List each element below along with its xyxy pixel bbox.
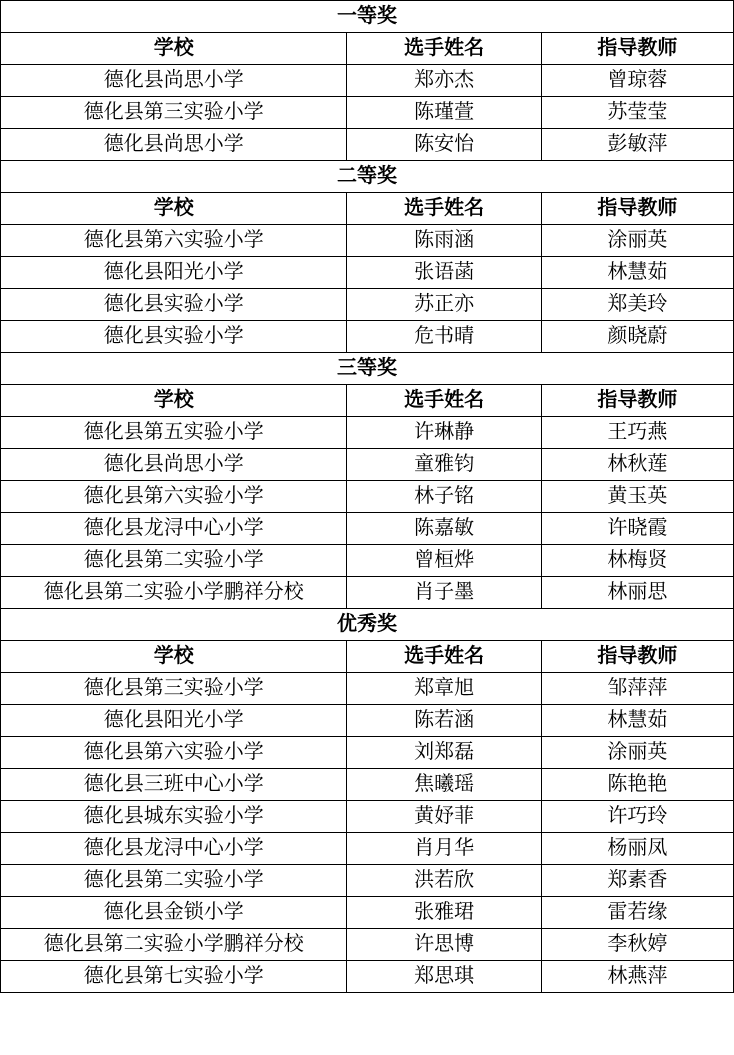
award-section-title: 二等奖 — [1, 161, 734, 193]
cell-teacher-name: 涂丽英 — [541, 225, 733, 257]
cell-school: 德化县第三实验小学 — [1, 673, 347, 705]
column-header: 学校 — [1, 33, 347, 65]
cell-school: 德化县第七实验小学 — [1, 961, 347, 993]
cell-teacher-name: 黄玉英 — [541, 481, 733, 513]
award-section-title-row — [1, 609, 734, 641]
cell-teacher-name: 曾琼蓉 — [541, 65, 733, 97]
table-row — [1, 929, 734, 961]
cell-teacher-name: 王巧燕 — [541, 417, 733, 449]
table-row — [1, 97, 734, 129]
cell-student-name: 危书晴 — [347, 321, 541, 353]
cell-student-name: 许思博 — [347, 929, 541, 961]
cell-student-name: 陈瑾萱 — [347, 97, 541, 129]
column-header: 选手姓名 — [347, 385, 541, 417]
table-row — [1, 481, 734, 513]
cell-teacher-name: 雷若缘 — [541, 897, 733, 929]
cell-student-name: 郑章旭 — [347, 673, 541, 705]
cell-student-name: 焦曦瑶 — [347, 769, 541, 801]
table-row — [1, 577, 734, 609]
cell-teacher-name: 李秋婷 — [541, 929, 733, 961]
table-row — [1, 673, 734, 705]
cell-student-name: 张雅珺 — [347, 897, 541, 929]
table-row — [1, 417, 734, 449]
cell-student-name: 苏正亦 — [347, 289, 541, 321]
cell-school: 德化县第六实验小学 — [1, 481, 347, 513]
table-row — [1, 257, 734, 289]
cell-teacher-name: 杨丽凤 — [541, 833, 733, 865]
table-row — [1, 705, 734, 737]
cell-school: 德化县阳光小学 — [1, 257, 347, 289]
table-row — [1, 289, 734, 321]
cell-student-name: 洪若欣 — [347, 865, 541, 897]
cell-student-name: 张语菡 — [347, 257, 541, 289]
cell-school: 德化县尚思小学 — [1, 129, 347, 161]
cell-student-name: 郑亦杰 — [347, 65, 541, 97]
cell-teacher-name: 苏莹莹 — [541, 97, 733, 129]
table-row — [1, 225, 734, 257]
table-row — [1, 801, 734, 833]
cell-student-name: 陈雨涵 — [347, 225, 541, 257]
table-row — [1, 961, 734, 993]
cell-teacher-name: 涂丽英 — [541, 737, 733, 769]
cell-school: 德化县阳光小学 — [1, 705, 347, 737]
cell-student-name: 许琳静 — [347, 417, 541, 449]
column-header: 选手姓名 — [347, 193, 541, 225]
cell-school: 德化县第五实验小学 — [1, 417, 347, 449]
column-header: 指导教师 — [541, 193, 733, 225]
cell-school: 德化县实验小学 — [1, 321, 347, 353]
cell-student-name: 陈安怡 — [347, 129, 541, 161]
cell-school: 德化县第二实验小学鹏祥分校 — [1, 929, 347, 961]
cell-school: 德化县第二实验小学 — [1, 545, 347, 577]
cell-teacher-name: 颜晓蔚 — [541, 321, 733, 353]
cell-school: 德化县第二实验小学鹏祥分校 — [1, 577, 347, 609]
cell-school: 德化县城东实验小学 — [1, 801, 347, 833]
column-header: 选手姓名 — [347, 33, 541, 65]
cell-school: 德化县金锁小学 — [1, 897, 347, 929]
cell-student-name: 林子铭 — [347, 481, 541, 513]
award-section-title-row — [1, 353, 734, 385]
cell-teacher-name: 陈艳艳 — [541, 769, 733, 801]
cell-school: 德化县第六实验小学 — [1, 737, 347, 769]
award-section-title: 三等奖 — [1, 353, 734, 385]
cell-teacher-name: 郑美玲 — [541, 289, 733, 321]
column-header: 学校 — [1, 193, 347, 225]
table-row — [1, 833, 734, 865]
table-row — [1, 65, 734, 97]
cell-student-name: 郑思琪 — [347, 961, 541, 993]
cell-student-name: 童雅钧 — [347, 449, 541, 481]
table-body — [1, 1, 734, 993]
cell-student-name: 肖月华 — [347, 833, 541, 865]
award-section-title-row — [1, 161, 734, 193]
table-row — [1, 129, 734, 161]
table-header-row — [1, 385, 734, 417]
cell-school: 德化县龙浔中心小学 — [1, 833, 347, 865]
table-row — [1, 321, 734, 353]
cell-teacher-name: 林燕萍 — [541, 961, 733, 993]
cell-school: 德化县尚思小学 — [1, 65, 347, 97]
award-section-title: 优秀奖 — [1, 609, 734, 641]
column-header: 指导教师 — [541, 33, 733, 65]
cell-student-name: 刘郑磊 — [347, 737, 541, 769]
cell-student-name: 黄妤菲 — [347, 801, 541, 833]
award-section-title-row — [1, 1, 734, 33]
cell-school: 德化县实验小学 — [1, 289, 347, 321]
column-header: 选手姓名 — [347, 641, 541, 673]
cell-school: 德化县第六实验小学 — [1, 225, 347, 257]
cell-school: 德化县三班中心小学 — [1, 769, 347, 801]
cell-teacher-name: 林秋莲 — [541, 449, 733, 481]
cell-teacher-name: 林慧茹 — [541, 705, 733, 737]
cell-school: 德化县第二实验小学 — [1, 865, 347, 897]
cell-student-name: 曾桓烨 — [347, 545, 541, 577]
cell-school: 德化县尚思小学 — [1, 449, 347, 481]
table-row — [1, 449, 734, 481]
table-row — [1, 545, 734, 577]
cell-student-name: 肖子墨 — [347, 577, 541, 609]
table-row — [1, 737, 734, 769]
cell-student-name: 陈若涵 — [347, 705, 541, 737]
table-row — [1, 897, 734, 929]
table-row — [1, 865, 734, 897]
column-header: 学校 — [1, 385, 347, 417]
column-header: 指导教师 — [541, 641, 733, 673]
cell-teacher-name: 许晓霞 — [541, 513, 733, 545]
cell-teacher-name: 邹萍萍 — [541, 673, 733, 705]
table-row — [1, 513, 734, 545]
cell-school: 德化县龙浔中心小学 — [1, 513, 347, 545]
table-header-row — [1, 193, 734, 225]
cell-teacher-name: 林梅贤 — [541, 545, 733, 577]
cell-teacher-name: 林丽思 — [541, 577, 733, 609]
cell-student-name: 陈嘉敏 — [347, 513, 541, 545]
cell-teacher-name: 林慧茹 — [541, 257, 733, 289]
award-section-title: 一等奖 — [1, 1, 734, 33]
cell-teacher-name: 郑素香 — [541, 865, 733, 897]
table-header-row — [1, 641, 734, 673]
cell-teacher-name: 彭敏萍 — [541, 129, 733, 161]
table-header-row — [1, 33, 734, 65]
column-header: 指导教师 — [541, 385, 733, 417]
cell-school: 德化县第三实验小学 — [1, 97, 347, 129]
column-header: 学校 — [1, 641, 347, 673]
cell-teacher-name: 许巧玲 — [541, 801, 733, 833]
table-row — [1, 769, 734, 801]
